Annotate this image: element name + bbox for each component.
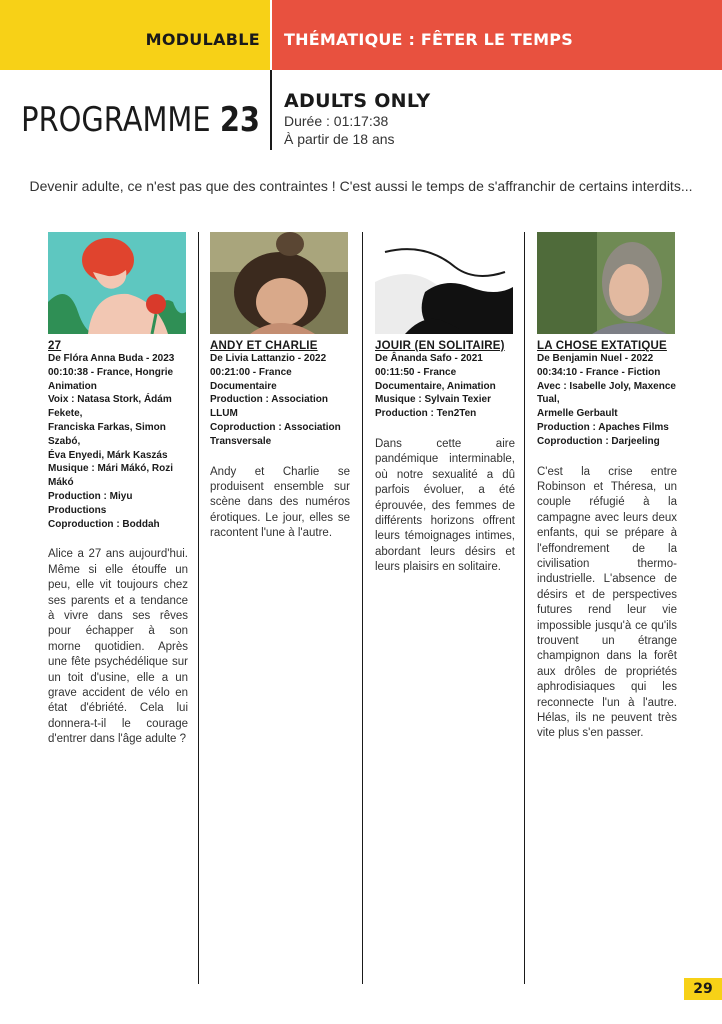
credit-line: Production : Association LLUM bbox=[210, 394, 328, 420]
film-card-andy-et-charlie bbox=[210, 232, 350, 542]
credit-line: Coproduction : Association bbox=[210, 421, 341, 433]
film-credits bbox=[537, 352, 677, 449]
credit-line: 00:34:10 - France - Fiction bbox=[537, 366, 661, 378]
programme-title: ADULTS ONLY bbox=[284, 90, 431, 112]
credit-line: Coproduction : Boddah bbox=[48, 518, 160, 530]
programme-age: À partir de 18 ans bbox=[284, 131, 395, 147]
film-still-andy-et-charlie bbox=[210, 232, 348, 334]
credit-line: De Benjamin Nuel - 2022 bbox=[537, 353, 654, 364]
header-theme-band bbox=[272, 0, 722, 70]
credit-line: Documentaire, Animation bbox=[375, 380, 496, 392]
film-credits bbox=[210, 352, 350, 449]
programme-duration: Durée : 01:17:38 bbox=[284, 113, 389, 129]
column-separator bbox=[362, 232, 363, 984]
credit-line: Musique : Sylvain Texier bbox=[375, 394, 491, 406]
column-separator bbox=[198, 232, 199, 984]
film-credits bbox=[375, 352, 515, 421]
credit-line: Coproduction : Darjeeling bbox=[537, 435, 660, 447]
film-description: Alice a 27 ans aujourd'hui. Même si elle étouffe un peu, elle vit toujours chez ses parents et a tendance à vivre dans ses rêves pour échapper à son morne quotidien. Après une fête psychédélique sur un toit d'usine, elle a un grave accident de vélo en état d'ébriété. Cela lui donnera-t-il le courage d'entrer dans l'âge adulte ? bbox=[48, 548, 188, 746]
film-description: Dans cette aire pandémique interminable, où notre sexualité a dû parfois évoluer, a été éprouvée, des femmes de différents horizons offrent leurs témoignages intimes, abordant leurs désirs et leurs plaisirs en solitaire. bbox=[375, 437, 515, 574]
film-still-27 bbox=[48, 232, 186, 334]
film-description: C'est la crise entre Robinson et Théresa, un couple réfugié à la campagne avec leurs deux enfants, qui se prépare à l'effondrement de la civilisation thermo-industrielle. L'absence de désirs et de perspectives futures rend leur vie impossible jusqu'à ce qu'ils trouvent un étrange champignon dans la forêt aux drôles de propriétés aphrodisiaques qui les reconnecte l'un à l'autre. Hélas, ils ne peuvent très vite plus s'en passer. bbox=[537, 465, 677, 740]
programme-number: 23 bbox=[219, 100, 260, 140]
credit-line: De Livia Lattanzio - 2022 bbox=[210, 353, 327, 364]
film-title: JOUIR (EN SOLITAIRE) bbox=[375, 340, 505, 352]
film-card-27 bbox=[48, 232, 188, 748]
credit-line: Production : Miyu Productions bbox=[48, 490, 133, 516]
credit-line: Documentaire bbox=[210, 380, 277, 392]
column-separator bbox=[524, 232, 525, 984]
credit-line: Éva Enyedi, Márk Kaszás bbox=[48, 449, 168, 461]
film-card-jouir bbox=[375, 232, 515, 576]
header-section-band bbox=[0, 0, 270, 70]
credit-line: 00:21:00 - France bbox=[210, 366, 292, 378]
credit-line: Armelle Gerbault bbox=[537, 408, 618, 420]
credit-line: 00:10:38 - France, Hongrie bbox=[48, 366, 174, 378]
film-card-la-chose-extatique bbox=[537, 232, 677, 742]
film-title: 27 bbox=[48, 340, 62, 352]
film-credits bbox=[48, 352, 188, 531]
credit-line: 00:11:50 - France bbox=[375, 366, 457, 378]
title-divider bbox=[270, 70, 272, 150]
credit-line: De Flóra Anna Buda - 2023 bbox=[48, 353, 175, 364]
programme-heading bbox=[21, 100, 260, 140]
credit-line: Animation bbox=[48, 380, 97, 392]
credit-line: De Ânanda Safo - 2021 bbox=[375, 353, 483, 364]
credit-line: Musique : Mári Mákó, Rozi Mákó bbox=[48, 463, 174, 489]
credit-line: Voix : Natasa Stork, Ádám Fekete, bbox=[48, 394, 172, 420]
film-description: Andy et Charlie se produisent ensemble sur scène dans des numéros érotiques. Le jour, elles se racontent l'une à l'autre. bbox=[210, 465, 350, 540]
credit-line: Production : Ten2Ten bbox=[375, 408, 477, 420]
credit-line: Production : Apaches Films bbox=[537, 421, 669, 433]
credit-line: Franciska Farkas, Simon Szabó, bbox=[48, 421, 166, 447]
film-still-jouir bbox=[375, 232, 513, 334]
film-title: ANDY ET CHARLIE bbox=[210, 340, 318, 352]
section-label: MODULABLE bbox=[145, 30, 260, 49]
intro-text: Devenir adulte, ce n'est pas que des contraintes ! C'est aussi le temps de s'affranchir de certains interdits... bbox=[29, 178, 693, 194]
credit-line: Transversale bbox=[210, 435, 272, 447]
theme-label: THÉMATIQUE : FÊTER LE TEMPS bbox=[284, 30, 573, 49]
programme-info bbox=[284, 90, 430, 148]
film-title: LA CHOSE EXTATIQUE bbox=[537, 340, 667, 352]
programme-word: PROGRAMME bbox=[21, 100, 211, 140]
film-still-la-chose-extatique bbox=[537, 232, 675, 334]
page-number: 29 bbox=[684, 978, 722, 1000]
credit-line: Avec : Isabelle Joly, Maxence Tual, bbox=[537, 380, 676, 406]
